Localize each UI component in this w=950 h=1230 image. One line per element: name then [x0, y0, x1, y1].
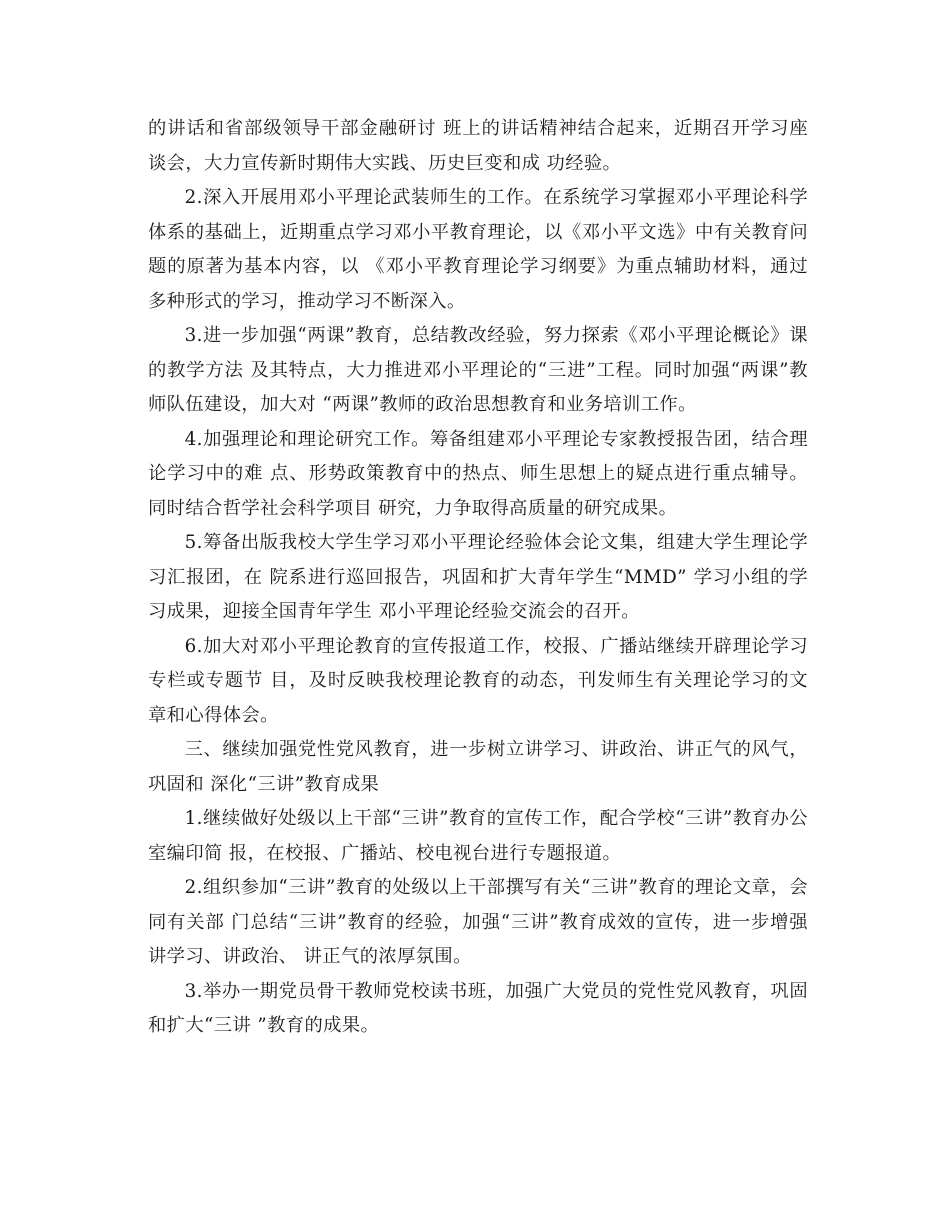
paragraph-item-4: 4.加强理论和理论研究工作。筹备组建邓小平理论专家教授报告团，结合理论学习中的难 点、形势政策教育中的热点、师生思想上的疑点进行重点辅导。同时结合哲学社会科学项目 研究，力争取得高质量的研究成果。 — [148, 428, 808, 519]
paragraph-section3-item-1: 1.继续做好处级以上干部“三讲”教育的宣传工作，配合学校“三讲”教育办公室编印简 报，在校报、广播站、校电视台进行专题报道。 — [148, 808, 808, 864]
paragraph-item-6: 6.加大对邓小平理论教育的宣传报道工作，校报、广播站继续开辟理论学习专栏或专题节 目，及时反映我校理论教育的动态，刊发师生有关理论学习的文章和心得体会。 — [148, 635, 808, 726]
paragraph-section3-item-2: 2.组织参加“三讲”教育的处级以上干部撰写有关“三讲”教育的理论文章，会同有关部 门总结“三讲”教育的经验，加强“三讲”教育成效的宣传，进一步增强讲学习、讲政治、 讲正气的浓厚氛围。 — [148, 877, 808, 967]
paragraph-continuation: 的讲话和省部级领导干部金融研讨 班上的讲话精神结合起来，近期召开学习座谈会，大力宣传新时期伟大实践、历史巨变和成 功经验。 — [148, 118, 808, 174]
paragraph-item-2: 2.深入开展用邓小平理论武装师生的工作。在系统学习掌握邓小平理论科学体系的基础上，近期重点学习邓小平教育理论，以《邓小平文选》中有关教育问题的原著为基本内容，以 《邓小平教育理论学习纲要》为重点辅助材料，通过多种形式的学习，推动学习不断深入。 — [148, 187, 808, 312]
paragraph-item-3: 3.进一步加强“两课”教育，总结教改经验，努力探索《邓小平理论概论》课的教学方法 及其特点，大力推进邓小平理论的“三进”工程。同时加强“两课”教师队伍建设，加大对 “两课”教师的政治思想教育和业务培训工作。 — [148, 325, 808, 415]
section-heading-3: 三、继续加强党性党风教育，进一步树立讲学习、讲政治、讲正气的风气，巩固和 深化“三讲”教育成果 — [148, 739, 808, 795]
paragraph-item-5: 5.筹备出版我校大学生学习邓小平理论经验体会论文集，组建大学生理论学习汇报团，在 院系进行巡回报告，巩固和扩大青年学生“MMD” 学习小组的学习成果，迎接全国青年学生 邓小平理论经验交流会的召开。 — [148, 532, 808, 622]
paragraph-section3-item-3: 3.举办一期党员骨干教师党校读书班，加强广大党员的党性党风教育，巩固和扩大“三讲 ”教育的成果。 — [148, 980, 808, 1036]
document-body — [148, 112, 808, 1044]
